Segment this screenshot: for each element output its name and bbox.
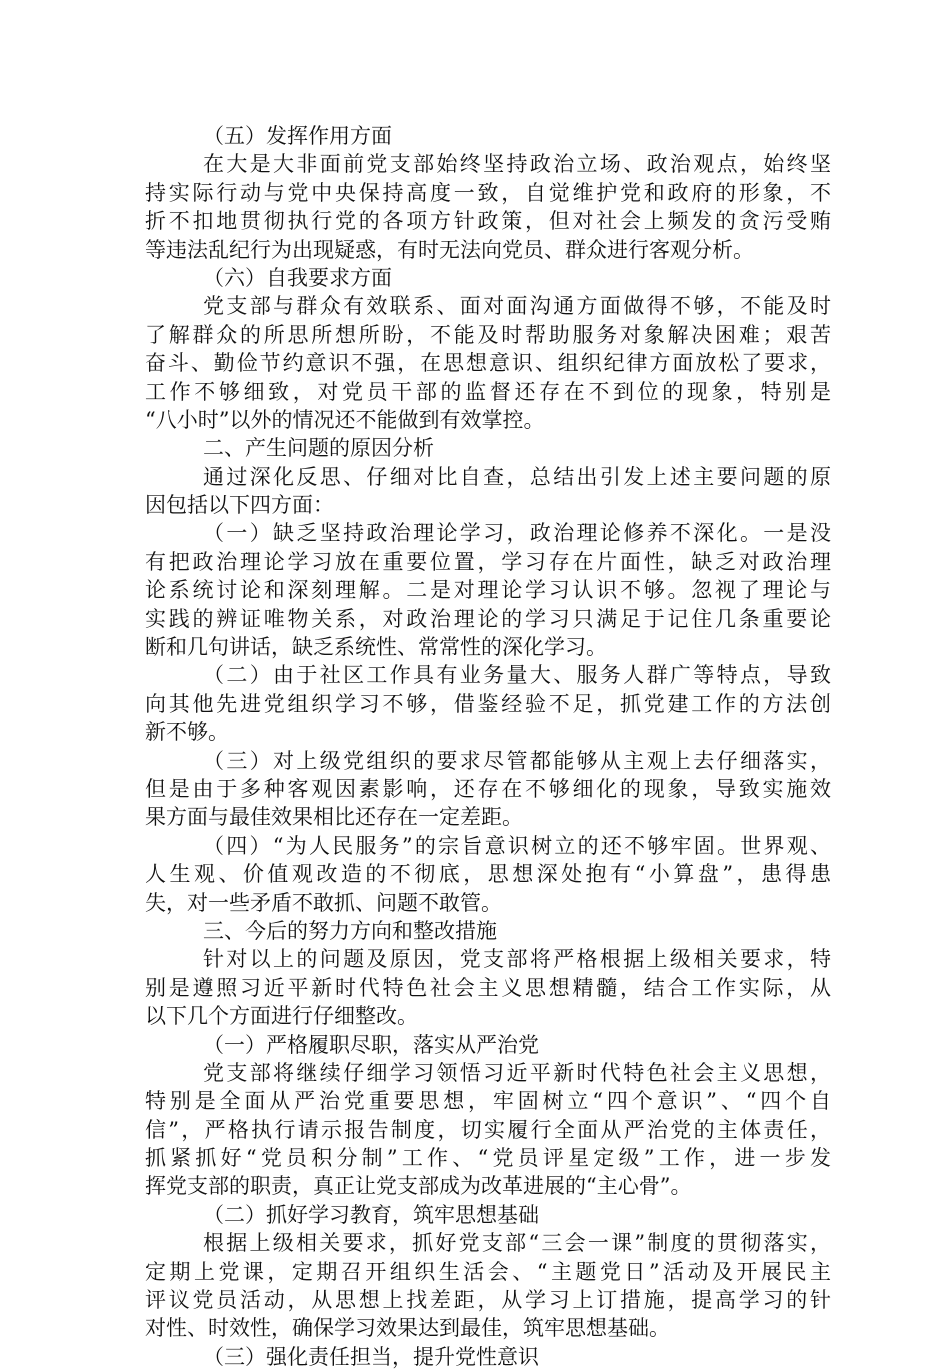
text-line: 实践的辨证唯物关系，对政治理论的学习只满足于记住几条重要论 (145, 606, 831, 631)
text-line: 在大是大非面前党支部始终坚持政治立场、政治观点，始终坚 (203, 152, 831, 177)
paragraph (145, 832, 831, 917)
text-line: 根据上级相关要求，抓好党支部“三会一课”制度的贯彻落实， (203, 1231, 831, 1256)
text-line: 工作不够细致，对党员干部的监督还存在不到位的现象，特别是 (145, 379, 831, 404)
text-line: 奋斗、勤俭节约意识不强，在思想意识、组织纪律方面放松了要求， (145, 351, 831, 376)
text-line: “八小时”以外的情况还不能做到有效掌控。 (145, 407, 545, 432)
text-line: （一）严格履职尽职，落实从严治党 (203, 1032, 539, 1057)
paragraph (145, 434, 831, 462)
text-line: 别是遵照习近平新时代特色社会主义思想精髓，结合工作实际，从 (145, 975, 831, 1000)
text-line: 挥党支部的职责，真正让党支部成为改革进展的“主心骨”。 (145, 1174, 692, 1199)
document-page (145, 122, 831, 1371)
text-line: （五）发挥作用方面 (203, 124, 392, 148)
text-line: （一）缺乏坚持政治理论学习，政治理论修养不深化。一是没 (203, 521, 831, 546)
text-line: 抓紧抓好“党员积分制”工作、“党员评星定级”工作，进一步发 (145, 1146, 831, 1171)
text-line: 通过深化反思、仔细对比自查，总结出引发上述主要问题的原 (203, 464, 831, 489)
text-line: 以下几个方面进行仔细整改。 (145, 1004, 418, 1029)
paragraph (145, 747, 831, 832)
paragraph (145, 1229, 831, 1343)
paragraph (145, 264, 831, 292)
paragraph (145, 1343, 831, 1371)
text-line: 但是由于多种客观因素影响，还存在不够细化的现象，导致实施效 (145, 776, 831, 801)
text-line: 党支部将继续仔细学习领悟习近平新时代特色社会主义思想， (203, 1060, 831, 1085)
text-line: 论系统讨论和深刻理解。二是对理论学习认识不够。忽视了理论与 (145, 578, 831, 603)
text-line: 党支部与群众有效联系、面对面沟通方面做得不够，不能及时 (203, 294, 831, 319)
text-line: 断和几句讲话，缺乏系统性、常常性的深化学习。 (145, 635, 607, 660)
text-line: （四）“为人民服务”的宗旨意识树立的还不够牢固。世界观、 (203, 833, 831, 858)
text-line: 定期上党课，定期召开组织生活会、“主题党日”活动及开展民主 (145, 1259, 831, 1284)
paragraph (145, 1031, 831, 1059)
text-line: （三）强化责任担当，提升党性意识 (203, 1344, 539, 1369)
paragraph (145, 463, 831, 520)
text-line: 等违法乱纪行为出现疑惑，有时无法向党员、群众进行客观分析。 (145, 237, 754, 262)
text-line: 持实际行动与党中央保持高度一致，自觉维护党和政府的形象，不 (145, 180, 831, 205)
paragraph (145, 661, 831, 746)
text-line: （二）由于社区工作具有业务量大、服务人群广等特点，导致 (203, 663, 831, 688)
text-line: 折不扣地贯彻执行党的各项方针政策，但对社会上频发的贪污受贿 (145, 209, 831, 234)
text-line: 特别是全面从严治党重要思想，牢固树立“四个意识”、“四个自 (145, 1089, 831, 1114)
paragraph (145, 1059, 831, 1201)
paragraph (145, 917, 831, 945)
text-line: 因包括以下四方面： (145, 493, 334, 518)
paragraph (145, 945, 831, 1030)
text-line: 果方面与最佳效果相比还存在一定差距。 (145, 805, 523, 830)
text-line: （二）抓好学习教育，筑牢思想基础 (203, 1202, 539, 1227)
text-line: （三）对上级党组织的要求尽管都能够从主观上去仔细落实， (203, 748, 831, 773)
text-line: 人生观、价值观改造的不彻底，思想深处抱有“小算盘”，患得患 (145, 862, 831, 887)
text-line: 向其他先进党组织学习不够，借鉴经验不足，抓党建工作的方法创 (145, 691, 831, 716)
text-line: 有把政治理论学习放在重要位置，学习存在片面性，缺乏对政治理 (145, 549, 831, 574)
text-line: 新不够。 (145, 720, 229, 745)
paragraph (145, 150, 831, 264)
paragraph (145, 122, 831, 150)
paragraph (145, 292, 831, 434)
paragraph (145, 519, 831, 661)
text-line: （六）自我要求方面 (203, 265, 392, 290)
text-line: 失，对一些矛盾不敢抓、问题不敢管。 (145, 890, 502, 915)
text-line: 针对以上的问题及原因，党支部将严格根据上级相关要求，特 (203, 947, 831, 972)
text-line: 对性、时效性，确保学习效果达到最佳，筑牢思想基础。 (145, 1316, 670, 1341)
text-line: 了解群众的所思所想所盼，不能及时帮助服务对象解决困难；艰苦 (145, 322, 831, 347)
text-line: 评议党员活动，从思想上找差距，从学习上订措施，提高学习的针 (145, 1288, 831, 1313)
paragraph (145, 1201, 831, 1229)
text-line: 信”，严格执行请示报告制度，切实履行全面从严治党的主体责任， (145, 1117, 831, 1142)
text-line: 二、产生问题的原因分析 (203, 436, 434, 461)
text-line: 三、今后的努力方向和整改措施 (203, 918, 497, 943)
